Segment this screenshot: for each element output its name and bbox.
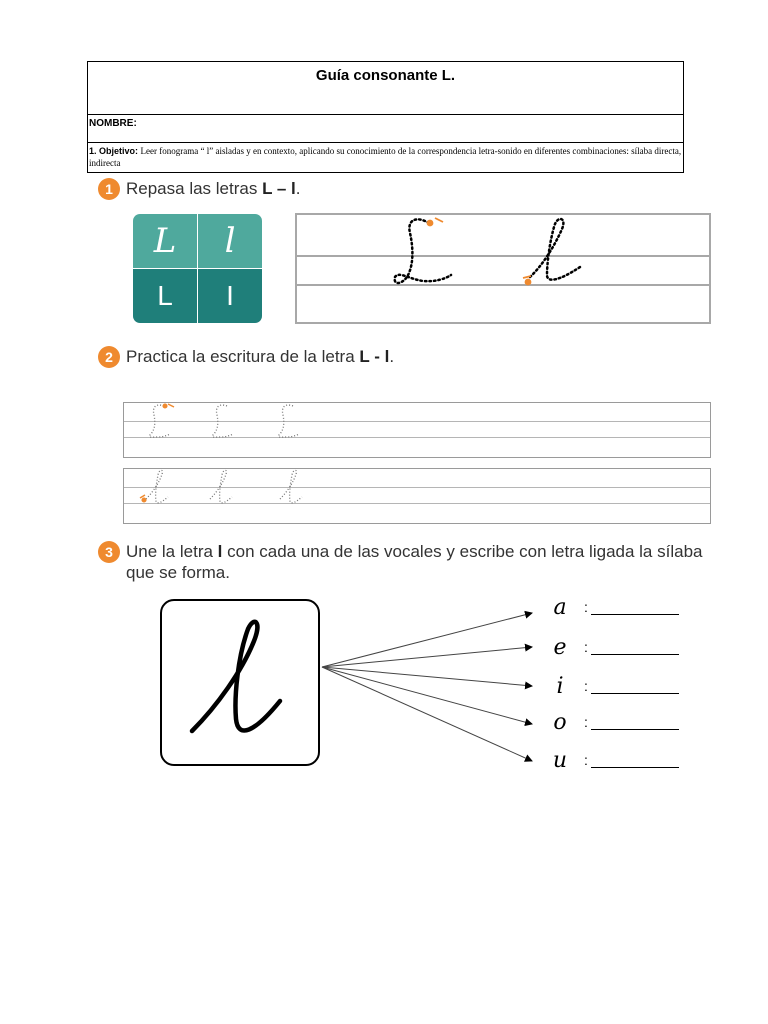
step3-instruction: Une la letra l con cada una de las vocales y escribe con letra ligada la sílaba que se forma. bbox=[126, 542, 703, 582]
header-table bbox=[87, 61, 684, 173]
vowel-row-o: o : bbox=[540, 712, 679, 732]
connector-arrows bbox=[320, 595, 540, 775]
tile-lowercase-print: I bbox=[198, 269, 262, 323]
name-label: NOMBRE: bbox=[89, 118, 137, 129]
vowel-row-e: e : bbox=[540, 637, 679, 657]
practice-row-uppercase[interactable] bbox=[123, 402, 711, 458]
vowel-e: e bbox=[553, 634, 567, 660]
step1-heading bbox=[98, 178, 301, 200]
page-title: Guía consonante L. bbox=[88, 62, 683, 115]
vowel-o: o bbox=[553, 709, 567, 735]
vowel-row-u: u : bbox=[540, 750, 679, 770]
step1-number: 1 bbox=[98, 178, 120, 200]
practice-row-lowercase[interactable] bbox=[123, 468, 711, 524]
name-field[interactable] bbox=[88, 115, 683, 143]
answer-line-o[interactable] bbox=[591, 715, 679, 730]
big-letter-box bbox=[160, 599, 320, 766]
vowel-a: a bbox=[553, 594, 567, 620]
step2-number: 2 bbox=[98, 346, 120, 368]
vowel-u: u bbox=[552, 747, 568, 773]
answer-line-i[interactable] bbox=[591, 679, 679, 694]
objective-text: Leer fonograma “ l” aisladas y en contexto, aplicando su conocimiento de la correspondencia letra-sonido en diferentes combinaciones: sílaba directa, indirecta bbox=[89, 146, 682, 168]
answer-line-u[interactable] bbox=[591, 753, 679, 768]
vowel-row-i: i : bbox=[540, 676, 679, 696]
answer-line-a[interactable] bbox=[591, 600, 679, 615]
step2-instruction: Practica la escritura de la letra L - l. bbox=[126, 347, 395, 366]
trace-guide-lines bbox=[295, 213, 711, 324]
step2-heading bbox=[98, 346, 394, 368]
step3-number: 3 bbox=[98, 541, 120, 563]
dotted-letters-trace bbox=[297, 215, 709, 322]
vowel-i: i bbox=[556, 673, 564, 699]
tile-uppercase-print: L bbox=[133, 269, 197, 323]
dotted-uppercase-l-trace bbox=[124, 403, 710, 457]
dotted-lowercase-l-trace bbox=[124, 469, 710, 523]
big-cursive-l bbox=[162, 601, 318, 764]
objective-label: 1. Objetivo: bbox=[89, 146, 139, 156]
answer-line-e[interactable] bbox=[591, 640, 679, 655]
step1-instruction: Repasa las letras L – l. bbox=[126, 179, 301, 198]
objective-row bbox=[88, 143, 683, 173]
tile-uppercase-cursive: L bbox=[133, 214, 197, 268]
letter-tiles bbox=[133, 214, 262, 323]
step3-heading bbox=[98, 541, 720, 583]
tile-lowercase-cursive: l bbox=[198, 214, 262, 268]
vowel-row-a: a : bbox=[540, 597, 679, 617]
